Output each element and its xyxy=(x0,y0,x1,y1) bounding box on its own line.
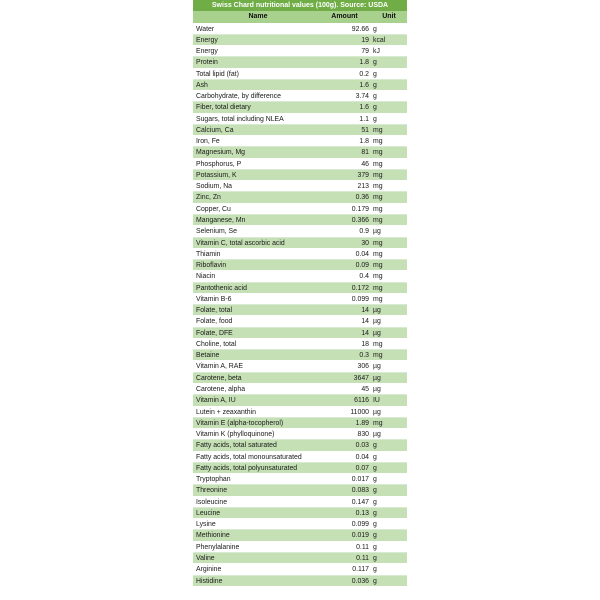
amount-cell: 3647 xyxy=(353,374,369,382)
amount-cell: 0.036 xyxy=(351,577,369,585)
nutrient-name-cell: Vitamin A, RAE xyxy=(196,363,243,371)
table-row xyxy=(193,452,407,463)
amount-cell: 0.099 xyxy=(351,295,369,303)
table-row xyxy=(193,46,407,57)
amount-cell: 0.083 xyxy=(351,487,369,495)
nutrient-name-cell: Total lipid (fat) xyxy=(196,70,239,78)
nutrient-name-cell: Vitamin B-6 xyxy=(196,295,232,303)
amount-cell: 0.4 xyxy=(359,273,369,281)
nutrient-name-cell: Iron, Fe xyxy=(196,138,220,146)
nutrient-name-cell: Carotene, beta xyxy=(196,374,242,382)
nutrient-name-cell: Fatty acids, total saturated xyxy=(196,442,277,450)
table-row xyxy=(193,283,407,294)
table-row xyxy=(193,147,407,158)
unit-cell: g xyxy=(373,509,377,517)
unit-cell: µg xyxy=(373,386,381,393)
nutrient-name-cell: Choline, total xyxy=(196,340,237,348)
nutrient-name-cell: Vitamin C, total ascorbic acid xyxy=(196,239,285,247)
amount-cell: 0.11 xyxy=(356,543,369,551)
amount-cell: 0.017 xyxy=(351,476,369,484)
amount-cell: 0.019 xyxy=(351,532,369,540)
unit-cell: mg xyxy=(373,273,383,281)
table-row xyxy=(193,294,407,305)
amount-cell: 0.3 xyxy=(359,352,369,360)
nutrient-name-cell: Carotene, alpha xyxy=(196,386,246,393)
unit-cell: mg xyxy=(373,217,383,225)
table-header xyxy=(193,11,407,24)
table-row xyxy=(193,69,407,80)
table-row xyxy=(193,305,407,316)
table-row xyxy=(193,384,407,395)
nutrient-name-cell: Vitamin A, IU xyxy=(196,397,236,405)
nutrient-name-cell: Protein xyxy=(196,59,218,67)
table-row xyxy=(193,339,407,350)
unit-cell: mg xyxy=(373,352,383,360)
amount-cell: 19 xyxy=(361,36,369,44)
unit-cell: mg xyxy=(373,171,383,179)
amount-cell: 0.03 xyxy=(355,442,369,450)
table-row xyxy=(193,192,407,203)
amount-cell: 30 xyxy=(361,239,369,247)
amount-cell: 1.1 xyxy=(359,115,369,123)
unit-cell: µg xyxy=(373,329,381,337)
amount-cell: 45 xyxy=(361,386,369,393)
unit-cell: g xyxy=(373,543,377,551)
nutrient-name-cell: Energy xyxy=(196,36,218,44)
nutrient-name-cell: Water xyxy=(196,25,215,33)
table-row xyxy=(193,576,407,587)
table-row xyxy=(193,170,407,181)
table-row xyxy=(193,373,407,384)
unit-cell: g xyxy=(373,498,377,506)
nutrient-name-cell: Manganese, Mn xyxy=(196,217,246,225)
table-row xyxy=(193,361,407,372)
amount-cell: 81 xyxy=(361,149,369,157)
nutrient-name-cell: Fiber, total dietary xyxy=(196,104,251,112)
unit-cell: IU xyxy=(373,397,380,405)
table-row xyxy=(193,159,407,170)
amount-cell: 46 xyxy=(361,160,369,168)
nutrient-name-cell: Selenium, Se xyxy=(196,228,237,236)
unit-cell: g xyxy=(373,104,377,112)
table-row xyxy=(193,114,407,125)
unit-cell: mg xyxy=(373,126,383,134)
nutrient-name-cell: Sodium, Na xyxy=(196,183,233,191)
table-row xyxy=(193,418,407,429)
unit-cell: mg xyxy=(373,239,383,247)
column-header-unit: Unit xyxy=(382,13,396,20)
table-body xyxy=(193,24,407,587)
table-row xyxy=(193,91,407,102)
nutrient-name-cell: Threonine xyxy=(196,487,228,495)
nutrient-name-cell: Carbohydrate, by difference xyxy=(196,93,281,101)
table-row xyxy=(193,485,407,496)
unit-cell: µg xyxy=(373,228,381,236)
nutrient-name-cell: Methionine xyxy=(196,532,230,540)
nutrient-name-cell: Leucine xyxy=(196,509,221,517)
unit-cell: g xyxy=(373,487,377,495)
nutrient-name-cell: Lysine xyxy=(196,521,216,529)
table-row xyxy=(193,181,407,192)
amount-cell: 0.099 xyxy=(351,521,369,529)
amount-cell: 0.04 xyxy=(355,250,369,258)
table-row xyxy=(193,463,407,474)
nutrient-name-cell: Calcium, Ca xyxy=(196,126,234,134)
amount-cell: 0.366 xyxy=(351,217,369,225)
unit-cell: g xyxy=(373,115,377,123)
amount-cell: 379 xyxy=(357,171,369,179)
nutrient-name-cell: Fatty acids, total monounsaturated xyxy=(196,453,302,461)
unit-cell: mg xyxy=(373,250,383,258)
amount-cell: 0.117 xyxy=(352,566,369,574)
unit-cell: g xyxy=(373,532,377,540)
table-row xyxy=(193,508,407,519)
unit-cell: mg xyxy=(373,340,383,348)
amount-cell: 0.147 xyxy=(351,498,369,506)
unit-cell: mg xyxy=(373,284,383,292)
table-row xyxy=(193,530,407,541)
unit-cell: mg xyxy=(373,160,383,168)
unit-cell: g xyxy=(373,59,377,67)
table-row xyxy=(193,350,407,361)
nutrient-name-cell: Niacin xyxy=(196,273,216,281)
nutrient-name-cell: Zinc, Zn xyxy=(196,194,221,202)
table-row xyxy=(193,271,407,282)
amount-cell: 0.2 xyxy=(359,70,369,78)
nutrient-name-cell: Energy xyxy=(196,48,218,56)
unit-cell: µg xyxy=(373,408,381,416)
amount-cell: 18 xyxy=(361,340,369,348)
table-row xyxy=(193,57,407,68)
table-row xyxy=(193,35,407,46)
nutrient-name-cell: Fatty acids, total polyunsaturated xyxy=(196,464,298,472)
table-row xyxy=(193,564,407,575)
amount-cell: 79 xyxy=(361,48,369,56)
unit-cell: µg xyxy=(373,307,381,315)
table-row xyxy=(193,102,407,113)
table-row xyxy=(193,249,407,260)
column-header-amount: Amount xyxy=(331,13,358,20)
nutrient-name-cell: Isoleucine xyxy=(196,498,228,506)
unit-cell: mg xyxy=(373,205,383,213)
unit-cell: g xyxy=(373,476,377,484)
amount-cell: 3.74 xyxy=(355,93,369,101)
nutrient-name-cell: Lutein + zeaxanthin xyxy=(196,408,256,416)
unit-cell: mg xyxy=(373,149,383,157)
amount-cell: 14 xyxy=(361,318,369,326)
table-row xyxy=(193,328,407,339)
amount-cell: 1.89 xyxy=(355,419,369,427)
table-row xyxy=(193,429,407,440)
unit-cell: g xyxy=(373,577,377,585)
table-row xyxy=(193,407,407,418)
nutrient-name-cell: Folate, food xyxy=(196,318,233,326)
nutrient-name-cell: Riboflavin xyxy=(196,262,227,270)
amount-cell: 0.36 xyxy=(355,194,369,202)
column-header-name: Name xyxy=(248,13,268,20)
unit-cell: kJ xyxy=(373,48,380,56)
unit-cell: µg xyxy=(373,431,381,439)
nutrient-name-cell: Pantothenic acid xyxy=(196,284,247,292)
table-row xyxy=(193,204,407,215)
nutrient-name-cell: Phenylalanine xyxy=(196,543,240,551)
nutrient-name-cell: Ash xyxy=(196,81,208,89)
table-row xyxy=(193,136,407,147)
unit-cell: g xyxy=(373,25,377,33)
nutrient-name-cell: Thiamin xyxy=(196,250,221,258)
amount-cell: 1.8 xyxy=(359,138,369,146)
unit-cell: g xyxy=(373,70,377,78)
amount-cell: 1.6 xyxy=(359,104,369,112)
table-row xyxy=(193,395,407,406)
nutrient-name-cell: Betaine xyxy=(196,352,220,360)
amount-cell: 213 xyxy=(357,183,369,191)
amount-cell: 11000 xyxy=(350,408,369,416)
nutrient-name-cell: Valine xyxy=(196,554,215,562)
unit-cell: µg xyxy=(373,363,381,371)
unit-cell: µg xyxy=(373,318,381,326)
unit-cell: g xyxy=(373,453,377,461)
nutrient-name-cell: Magnesium, Mg xyxy=(196,149,246,157)
amount-cell: 0.04 xyxy=(355,453,369,461)
amount-cell: 830 xyxy=(357,431,369,439)
nutrient-name-cell: Copper, Cu xyxy=(196,205,231,213)
unit-cell: mg xyxy=(373,262,383,270)
nutrient-name-cell: Folate, DFE xyxy=(196,329,233,337)
unit-cell: mg xyxy=(373,295,383,303)
table-row xyxy=(193,125,407,136)
unit-cell: µg xyxy=(373,374,381,382)
amount-cell: 0.07 xyxy=(355,464,369,472)
amount-cell: 92.66 xyxy=(351,25,369,33)
unit-cell: mg xyxy=(373,138,383,146)
table-row xyxy=(193,226,407,237)
table-row xyxy=(193,519,407,530)
amount-cell: 51 xyxy=(361,126,369,134)
unit-cell: mg xyxy=(373,183,383,191)
unit-cell: mg xyxy=(373,194,383,202)
table-row xyxy=(193,215,407,226)
amount-cell: 6116 xyxy=(354,397,369,405)
table-row xyxy=(193,80,407,91)
unit-cell: g xyxy=(373,566,377,574)
amount-cell: 14 xyxy=(361,307,369,315)
table-row xyxy=(193,238,407,249)
nutrient-name-cell: Sugars, total including NLEA xyxy=(196,115,284,123)
table-row xyxy=(193,440,407,451)
amount-cell: 0.179 xyxy=(351,205,369,213)
nutrient-name-cell: Phosphorus, P xyxy=(196,160,242,168)
unit-cell: g xyxy=(373,521,377,529)
table-title: Swiss Chard nutritional values (100g). Source: USDA xyxy=(193,0,407,11)
amount-cell: 14 xyxy=(361,329,369,337)
unit-cell: g xyxy=(373,442,377,450)
nutrient-name-cell: Tryptophan xyxy=(196,476,231,484)
table-row xyxy=(193,260,407,271)
table-row xyxy=(193,553,407,564)
table-row xyxy=(193,24,407,35)
nutrient-name-cell: Histidine xyxy=(196,577,223,585)
amount-cell: 0.13 xyxy=(355,509,369,517)
nutrient-name-cell: Folate, total xyxy=(196,307,233,315)
amount-cell: 306 xyxy=(357,363,369,371)
nutrient-name-cell: Vitamin K (phylloquinone) xyxy=(196,431,275,439)
unit-cell: kcal xyxy=(373,36,386,44)
unit-cell: g xyxy=(373,93,377,101)
nutrient-name-cell: Arginine xyxy=(196,566,222,574)
nutrient-name-cell: Potassium, K xyxy=(196,171,237,179)
unit-cell: g xyxy=(373,464,377,472)
table-row xyxy=(193,316,407,327)
amount-cell: 1.8 xyxy=(359,59,369,67)
amount-cell: 0.9 xyxy=(359,228,369,236)
table-row xyxy=(193,542,407,553)
unit-cell: g xyxy=(373,554,377,562)
table-row xyxy=(193,497,407,508)
amount-cell: 0.172 xyxy=(351,284,369,292)
table-row xyxy=(193,474,407,485)
unit-cell: mg xyxy=(373,419,383,427)
amount-cell: 1.6 xyxy=(359,81,369,89)
amount-cell: 0.11 xyxy=(356,554,369,562)
nutrition-table xyxy=(193,0,407,587)
unit-cell: g xyxy=(373,81,377,89)
nutrient-name-cell: Vitamin E (alpha-tocopherol) xyxy=(196,419,284,427)
amount-cell: 0.09 xyxy=(355,262,369,270)
